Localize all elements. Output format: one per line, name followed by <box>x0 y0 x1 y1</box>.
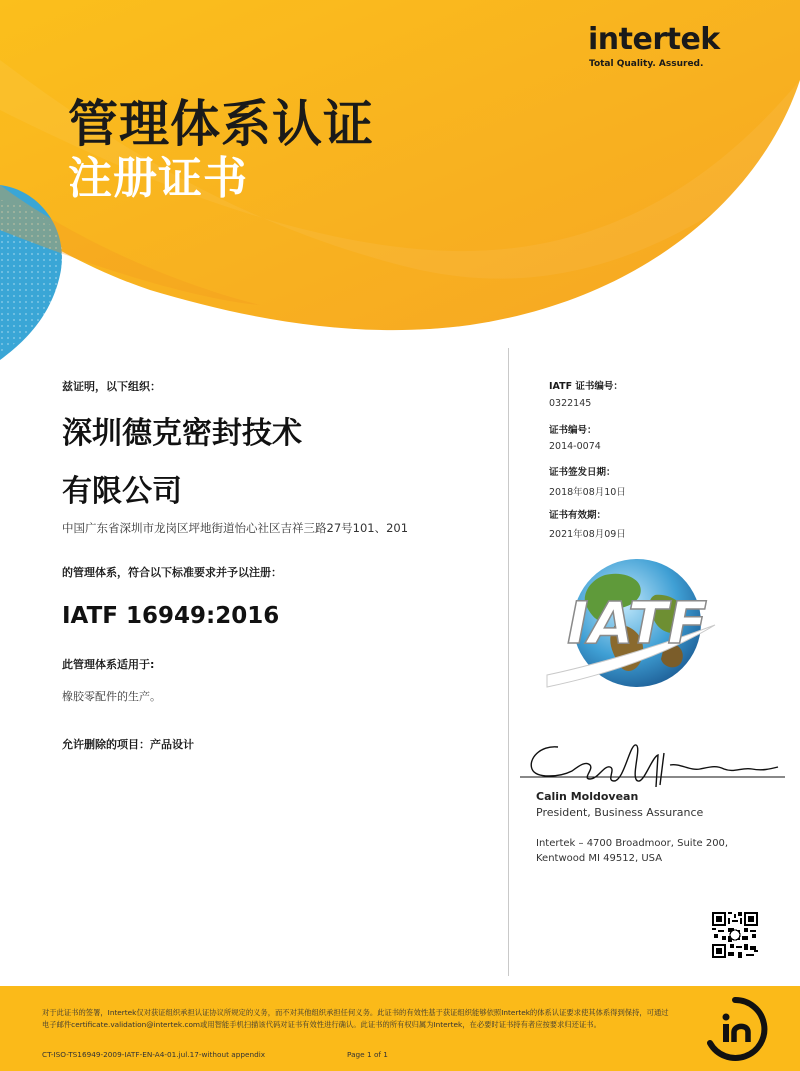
iatf-cert-number: 0322145 <box>549 398 592 409</box>
scope-text: 橡胶零配件的生产。 <box>62 690 161 703</box>
intertek-in-icon <box>702 996 768 1062</box>
scope-label: 此管理体系适用于: <box>62 658 155 671</box>
issuer-address-line2: Kentwood MI 49512, USA <box>536 853 663 864</box>
company-name-line2: 有限公司 <box>62 474 182 509</box>
standard-name: IATF 16949:2016 <box>62 603 280 629</box>
footer-reference: CT-ISO-TS16949-2009-IATF-EN-A4-01.jul.17-without appendix <box>42 1050 266 1059</box>
issue-date-label: 证书签发日期： <box>549 467 616 478</box>
iatf-logo <box>545 555 725 695</box>
signatory-name: Calin Moldovean <box>536 790 639 803</box>
certifies-label: 兹证明，以下组织： <box>62 380 161 393</box>
company-address: 中国广东省深圳市龙岗区坪地街道怡心社区吉祥三路27号101、201 <box>62 521 409 535</box>
iatf-logo-text: IATF <box>567 589 708 657</box>
intertek-logo: intertek <box>588 22 720 57</box>
issue-date: 2018年08月10日 <box>549 487 626 498</box>
company-name-line1: 深圳德克密封技术 <box>62 416 302 451</box>
issuer-address-line1: Intertek – 4700 Broadmoor, Suite 200, <box>536 838 729 849</box>
signature-graphic <box>520 735 790 795</box>
intertek-tagline: Total Quality. Assured. <box>589 59 704 69</box>
cert-number-label: 证书编号： <box>549 425 597 436</box>
certificate-subtitle: 注册证书 <box>68 153 248 204</box>
footer-disclaimer: 对于此证书的签署，Intertek仅对获证组织承担认证协议所规定的义务，而不对其他组织承担任何义务。此证书的有效性基于获证组织能够依照Intertek的体系认证要求使其体系得到保持，可通过电子邮件certificate.validation@intertek.com或用智能手机扫描该代码对证书有效性进行确认。此证书的所有权归属为Intertek，在必要时证书持有者应按要求归还证书。 <box>42 1008 669 1029</box>
signatory-title: President, Business Assurance <box>536 806 704 819</box>
conformity-label: 的管理体系，符合以下标准要求并予以注册： <box>62 566 282 579</box>
footer-page-number: Page 1 of 1 <box>347 1050 388 1059</box>
certificate-title: 管理体系认证 <box>68 95 374 153</box>
column-divider <box>508 348 509 976</box>
exclusion-text: 允许删除的项目：产品设计 <box>62 738 194 751</box>
qr-code-icon[interactable] <box>712 912 758 958</box>
cert-number: 2014-0074 <box>549 441 601 452</box>
iatf-cert-number-label: IATF 证书编号： <box>549 381 623 392</box>
expiry-date: 2021年08月09日 <box>549 529 626 540</box>
expiry-date-label: 证书有效期： <box>549 510 607 521</box>
